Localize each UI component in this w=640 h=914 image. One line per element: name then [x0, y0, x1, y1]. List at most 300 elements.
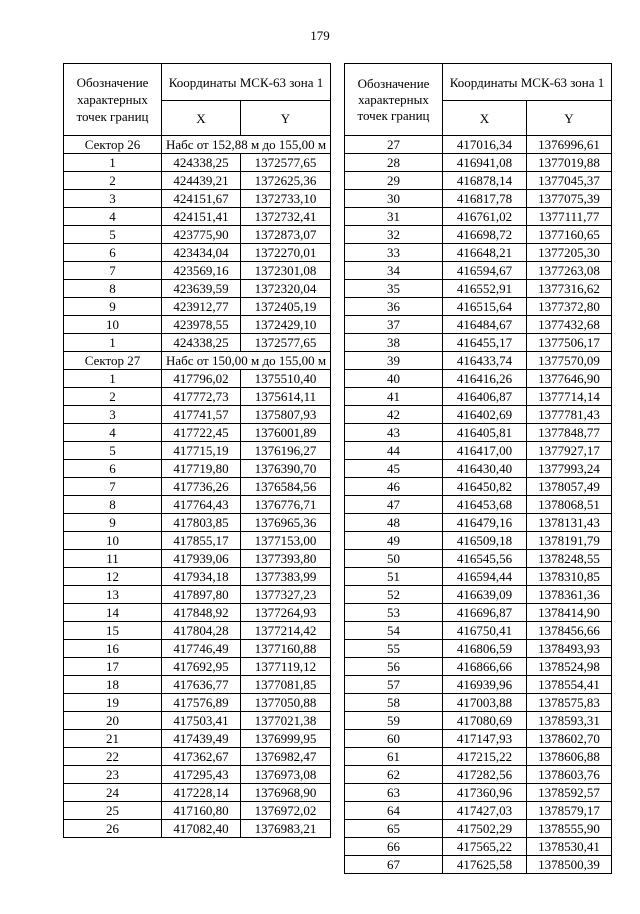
point-number-cell: 1 [64, 334, 162, 352]
x-coordinate-cell: 424338,25 [162, 334, 241, 352]
x-coordinate-cell: 417427,03 [443, 802, 527, 820]
point-number-cell: 34 [345, 262, 443, 280]
y-coordinate-cell: 1377153,00 [241, 532, 331, 550]
table-row [345, 712, 612, 730]
x-coordinate-cell: 417939,06 [162, 550, 241, 568]
point-number-cell: 23 [64, 766, 162, 784]
x-coordinate-cell: 423775,90 [162, 226, 241, 244]
point-number-cell: 37 [345, 316, 443, 334]
y-coordinate-cell: 1378068,51 [527, 496, 612, 514]
x-coordinate-cell: 417764,43 [162, 496, 241, 514]
point-number-cell: 42 [345, 406, 443, 424]
y-coordinate-cell: 1377075,39 [527, 190, 612, 208]
x-coordinate-cell: 423978,55 [162, 316, 241, 334]
table-row [345, 766, 612, 784]
y-coordinate-cell: 1376972,02 [241, 802, 331, 820]
point-number-cell: 43 [345, 424, 443, 442]
y-coordinate-cell: 1377264,93 [241, 604, 331, 622]
table-row [345, 730, 612, 748]
point-number-cell: 52 [345, 586, 443, 604]
y-column-header: Y [241, 101, 331, 136]
point-number-cell: 35 [345, 280, 443, 298]
x-coordinate-cell: 416639,09 [443, 586, 527, 604]
y-coordinate-cell: 1377848,77 [527, 424, 612, 442]
y-coordinate-cell: 1378575,83 [527, 694, 612, 712]
x-coordinate-cell: 416806,59 [443, 640, 527, 658]
y-coordinate-cell: 1375510,40 [241, 370, 331, 388]
y-coordinate-cell: 1377021,38 [241, 712, 331, 730]
x-coordinate-cell: 416450,82 [443, 478, 527, 496]
boundary-point-label-header: Обозначение характерных точек границ [64, 64, 162, 136]
point-number-cell: 19 [64, 694, 162, 712]
sector-26-elevation-note: Набс от 152,88 м до 155,00 м [162, 136, 331, 154]
y-coordinate-cell: 1377111,77 [527, 208, 612, 226]
x-coordinate-cell: 416552,91 [443, 280, 527, 298]
point-number-cell: 66 [345, 838, 443, 856]
table-row [64, 388, 331, 406]
x-coordinate-cell: 416430,40 [443, 460, 527, 478]
table-row [64, 154, 331, 172]
table-row [64, 586, 331, 604]
point-number-cell: 33 [345, 244, 443, 262]
y-coordinate-cell: 1378603,76 [527, 766, 612, 784]
table-row [345, 442, 612, 460]
table-row [64, 784, 331, 802]
table-row [64, 172, 331, 190]
y-coordinate-cell: 1378456,66 [527, 622, 612, 640]
table-row [345, 676, 612, 694]
point-number-cell: 7 [64, 262, 162, 280]
table-row [345, 514, 612, 532]
point-number-cell: 59 [345, 712, 443, 730]
x-coordinate-cell: 417803,85 [162, 514, 241, 532]
x-coordinate-cell: 416866,66 [443, 658, 527, 676]
point-number-cell: 15 [64, 622, 162, 640]
point-number-cell: 65 [345, 820, 443, 838]
x-coordinate-cell: 417502,29 [443, 820, 527, 838]
table-row [345, 640, 612, 658]
table-row [64, 280, 331, 298]
right-coordinates-table [344, 63, 612, 874]
point-number-cell: 54 [345, 622, 443, 640]
y-coordinate-cell: 1378530,41 [527, 838, 612, 856]
point-number-cell: 44 [345, 442, 443, 460]
x-coordinate-cell: 424439,21 [162, 172, 241, 190]
table-row [64, 262, 331, 280]
x-coordinate-cell: 416545,56 [443, 550, 527, 568]
table-row [345, 820, 612, 838]
table-row [345, 478, 612, 496]
table-row [64, 730, 331, 748]
y-coordinate-cell: 1376982,47 [241, 748, 331, 766]
point-number-cell: 62 [345, 766, 443, 784]
point-number-cell: 18 [64, 676, 162, 694]
point-number-cell: 2 [64, 388, 162, 406]
y-coordinate-cell: 1372577,65 [241, 154, 331, 172]
point-number-cell: 31 [345, 208, 443, 226]
x-coordinate-cell: 416941,08 [443, 154, 527, 172]
table-row [345, 838, 612, 856]
x-coordinate-cell: 423569,16 [162, 262, 241, 280]
point-number-cell: 4 [64, 424, 162, 442]
x-coordinate-cell: 416402,69 [443, 406, 527, 424]
y-coordinate-cell: 1378524,98 [527, 658, 612, 676]
table-row [64, 298, 331, 316]
point-number-cell: 30 [345, 190, 443, 208]
boundary-point-label-header: Обозначение характерных точек границ [345, 64, 443, 136]
point-number-cell: 12 [64, 568, 162, 586]
point-number-cell: 1 [64, 154, 162, 172]
point-number-cell: 51 [345, 568, 443, 586]
y-coordinate-cell: 1377160,65 [527, 226, 612, 244]
table-row [345, 568, 612, 586]
point-number-cell: 57 [345, 676, 443, 694]
x-coordinate-cell: 417848,92 [162, 604, 241, 622]
x-coordinate-cell: 416405,81 [443, 424, 527, 442]
point-number-cell: 50 [345, 550, 443, 568]
point-number-cell: 6 [64, 244, 162, 262]
y-coordinate-cell: 1377205,30 [527, 244, 612, 262]
point-number-cell: 47 [345, 496, 443, 514]
y-coordinate-cell: 1372577,65 [241, 334, 331, 352]
x-column-header: X [443, 101, 527, 136]
point-number-cell: 16 [64, 640, 162, 658]
y-coordinate-cell: 1377081,85 [241, 676, 331, 694]
table-row [64, 604, 331, 622]
table-row [345, 748, 612, 766]
y-coordinate-cell: 1376390,70 [241, 460, 331, 478]
x-coordinate-cell: 417295,43 [162, 766, 241, 784]
point-number-cell: 53 [345, 604, 443, 622]
x-coordinate-cell: 416484,67 [443, 316, 527, 334]
table-row [64, 568, 331, 586]
point-number-cell: 8 [64, 496, 162, 514]
y-coordinate-cell: 1376584,56 [241, 478, 331, 496]
y-coordinate-cell: 1377781,43 [527, 406, 612, 424]
table-row [64, 226, 331, 244]
point-number-cell: 17 [64, 658, 162, 676]
table-row [64, 208, 331, 226]
table-row [345, 622, 612, 640]
y-coordinate-cell: 1377050,88 [241, 694, 331, 712]
y-coordinate-cell: 1377160,88 [241, 640, 331, 658]
x-coordinate-cell: 416416,26 [443, 370, 527, 388]
coordinate-system-header: Координаты МСК-63 зона 1 [162, 64, 331, 101]
y-coordinate-cell: 1372732,41 [241, 208, 331, 226]
point-number-cell: 49 [345, 532, 443, 550]
x-coordinate-cell: 416594,44 [443, 568, 527, 586]
x-coordinate-cell: 416406,87 [443, 388, 527, 406]
table-row [345, 424, 612, 442]
point-number-cell: 27 [345, 136, 443, 154]
y-coordinate-cell: 1377993,24 [527, 460, 612, 478]
sector-27-header-row [64, 352, 331, 370]
table-row [64, 532, 331, 550]
x-coordinate-cell: 417160,80 [162, 802, 241, 820]
table-row [64, 370, 331, 388]
y-coordinate-cell: 1378310,85 [527, 568, 612, 586]
header-row [64, 64, 331, 101]
point-number-cell: 22 [64, 748, 162, 766]
y-coordinate-cell: 1377506,17 [527, 334, 612, 352]
x-coordinate-cell: 417576,89 [162, 694, 241, 712]
x-coordinate-cell: 417215,22 [443, 748, 527, 766]
point-number-cell: 28 [345, 154, 443, 172]
point-number-cell: 9 [64, 514, 162, 532]
table-row [345, 370, 612, 388]
table-row [345, 586, 612, 604]
table-row [345, 190, 612, 208]
table-row [345, 352, 612, 370]
y-coordinate-cell: 1372405,19 [241, 298, 331, 316]
point-number-cell: 67 [345, 856, 443, 874]
table-row [345, 856, 612, 874]
y-coordinate-cell: 1375807,93 [241, 406, 331, 424]
x-coordinate-cell: 417772,73 [162, 388, 241, 406]
table-row [345, 226, 612, 244]
y-coordinate-cell: 1378131,43 [527, 514, 612, 532]
x-coordinate-cell: 417147,93 [443, 730, 527, 748]
point-number-cell: 20 [64, 712, 162, 730]
x-coordinate-cell: 416761,02 [443, 208, 527, 226]
table-row [345, 208, 612, 226]
x-coordinate-cell: 416698,72 [443, 226, 527, 244]
y-coordinate-cell: 1377045,37 [527, 172, 612, 190]
y-coordinate-cell: 1372625,36 [241, 172, 331, 190]
y-coordinate-cell: 1372873,07 [241, 226, 331, 244]
table-row [345, 658, 612, 676]
table-row [64, 658, 331, 676]
point-number-cell: 32 [345, 226, 443, 244]
table-row [64, 316, 331, 334]
table-row [64, 820, 331, 838]
point-number-cell: 61 [345, 748, 443, 766]
y-coordinate-cell: 1378191,79 [527, 532, 612, 550]
x-coordinate-cell: 424151,67 [162, 190, 241, 208]
point-number-cell: 48 [345, 514, 443, 532]
point-number-cell: 9 [64, 298, 162, 316]
table-row [345, 298, 612, 316]
point-number-cell: 5 [64, 442, 162, 460]
y-coordinate-cell: 1376196,27 [241, 442, 331, 460]
point-number-cell: 1 [64, 370, 162, 388]
x-coordinate-cell: 417003,88 [443, 694, 527, 712]
y-coordinate-cell: 1378602,70 [527, 730, 612, 748]
table-row [64, 694, 331, 712]
y-coordinate-cell: 1377327,23 [241, 586, 331, 604]
x-coordinate-cell: 417746,49 [162, 640, 241, 658]
table-row [345, 784, 612, 802]
table-row [64, 550, 331, 568]
table-row [345, 262, 612, 280]
y-coordinate-cell: 1376968,90 [241, 784, 331, 802]
point-number-cell: 58 [345, 694, 443, 712]
point-number-cell: 40 [345, 370, 443, 388]
table-row [64, 622, 331, 640]
y-coordinate-cell: 1378057,49 [527, 478, 612, 496]
table-row [64, 514, 331, 532]
x-coordinate-cell: 417719,80 [162, 460, 241, 478]
x-coordinate-cell: 417804,28 [162, 622, 241, 640]
table-row [345, 334, 612, 352]
x-coordinate-cell: 416417,00 [443, 442, 527, 460]
y-coordinate-cell: 1377263,08 [527, 262, 612, 280]
y-coordinate-cell: 1376001,89 [241, 424, 331, 442]
x-column-header: X [162, 101, 241, 136]
table-row [64, 802, 331, 820]
x-coordinate-cell: 417228,14 [162, 784, 241, 802]
y-coordinate-cell: 1372429,10 [241, 316, 331, 334]
x-coordinate-cell: 416515,64 [443, 298, 527, 316]
x-coordinate-cell: 416479,16 [443, 514, 527, 532]
point-number-cell: 25 [64, 802, 162, 820]
x-coordinate-cell: 417715,19 [162, 442, 241, 460]
point-number-cell: 14 [64, 604, 162, 622]
x-coordinate-cell: 417503,41 [162, 712, 241, 730]
point-number-cell: 46 [345, 478, 443, 496]
table-row [64, 244, 331, 262]
y-coordinate-cell: 1377927,17 [527, 442, 612, 460]
point-number-cell: 10 [64, 532, 162, 550]
point-number-cell: 4 [64, 208, 162, 226]
sector-26-header-row [64, 136, 331, 154]
y-coordinate-cell: 1377019,88 [527, 154, 612, 172]
point-number-cell: 11 [64, 550, 162, 568]
x-coordinate-cell: 416696,87 [443, 604, 527, 622]
y-coordinate-cell: 1378592,57 [527, 784, 612, 802]
x-coordinate-cell: 423912,77 [162, 298, 241, 316]
y-coordinate-cell: 1378414,90 [527, 604, 612, 622]
y-column-header: Y [527, 101, 612, 136]
x-coordinate-cell: 416433,74 [443, 352, 527, 370]
coordinate-system-header: Координаты МСК-63 зона 1 [443, 64, 612, 101]
y-coordinate-cell: 1377432,68 [527, 316, 612, 334]
y-coordinate-cell: 1378493,93 [527, 640, 612, 658]
table-row [345, 694, 612, 712]
point-number-cell: 8 [64, 280, 162, 298]
point-number-cell: 3 [64, 190, 162, 208]
table-row [345, 136, 612, 154]
point-number-cell: 2 [64, 172, 162, 190]
y-coordinate-cell: 1372270,01 [241, 244, 331, 262]
point-number-cell: 36 [345, 298, 443, 316]
table-row [345, 550, 612, 568]
point-number-cell: 38 [345, 334, 443, 352]
table-row [64, 334, 331, 352]
table-row [345, 154, 612, 172]
point-number-cell: 64 [345, 802, 443, 820]
point-number-cell: 29 [345, 172, 443, 190]
y-coordinate-cell: 1378554,41 [527, 676, 612, 694]
table-row [64, 712, 331, 730]
point-number-cell: 3 [64, 406, 162, 424]
point-number-cell: 5 [64, 226, 162, 244]
table-row [345, 172, 612, 190]
header-row [345, 64, 612, 101]
y-coordinate-cell: 1378361,36 [527, 586, 612, 604]
table-row [345, 280, 612, 298]
x-coordinate-cell: 416750,41 [443, 622, 527, 640]
table-row [64, 748, 331, 766]
x-coordinate-cell: 417897,80 [162, 586, 241, 604]
point-number-cell: 63 [345, 784, 443, 802]
x-coordinate-cell: 416878,14 [443, 172, 527, 190]
x-coordinate-cell: 416453,68 [443, 496, 527, 514]
y-coordinate-cell: 1377383,99 [241, 568, 331, 586]
point-number-cell: 41 [345, 388, 443, 406]
table-row [345, 532, 612, 550]
y-coordinate-cell: 1377714,14 [527, 388, 612, 406]
table-row [345, 406, 612, 424]
point-number-cell: 6 [64, 460, 162, 478]
left-coordinates-table [63, 63, 331, 838]
y-coordinate-cell: 1377570,09 [527, 352, 612, 370]
x-coordinate-cell: 423639,59 [162, 280, 241, 298]
point-number-cell: 21 [64, 730, 162, 748]
x-coordinate-cell: 424151,41 [162, 208, 241, 226]
table-row [345, 460, 612, 478]
table-row [64, 640, 331, 658]
x-coordinate-cell: 417362,67 [162, 748, 241, 766]
point-number-cell: 10 [64, 316, 162, 334]
y-coordinate-cell: 1375614,11 [241, 388, 331, 406]
x-coordinate-cell: 417855,17 [162, 532, 241, 550]
x-coordinate-cell: 424338,25 [162, 154, 241, 172]
sector-27-elevation-note: Набс от 150,00 м до 155,00 м [162, 352, 331, 370]
y-coordinate-cell: 1376776,71 [241, 496, 331, 514]
y-coordinate-cell: 1372301,08 [241, 262, 331, 280]
table-row [64, 766, 331, 784]
point-number-cell: 55 [345, 640, 443, 658]
table-row [345, 604, 612, 622]
x-coordinate-cell: 416455,17 [443, 334, 527, 352]
point-number-cell: 45 [345, 460, 443, 478]
y-coordinate-cell: 1377646,90 [527, 370, 612, 388]
y-coordinate-cell: 1378606,88 [527, 748, 612, 766]
table-row [64, 424, 331, 442]
x-coordinate-cell: 417741,57 [162, 406, 241, 424]
page-number: 179 [310, 28, 330, 43]
table-row [64, 190, 331, 208]
table-row [345, 388, 612, 406]
x-coordinate-cell: 417439,49 [162, 730, 241, 748]
y-coordinate-cell: 1376965,36 [241, 514, 331, 532]
x-coordinate-cell: 416594,67 [443, 262, 527, 280]
x-coordinate-cell: 417722,45 [162, 424, 241, 442]
x-coordinate-cell: 416509,18 [443, 532, 527, 550]
y-coordinate-cell: 1378500,39 [527, 856, 612, 874]
point-number-cell: 26 [64, 820, 162, 838]
y-coordinate-cell: 1376973,08 [241, 766, 331, 784]
point-number-cell: 7 [64, 478, 162, 496]
y-coordinate-cell: 1378555,90 [527, 820, 612, 838]
x-coordinate-cell: 416817,78 [443, 190, 527, 208]
sector-27-label: Сектор 27 [64, 352, 162, 370]
table-row [345, 316, 612, 334]
x-coordinate-cell: 417625,58 [443, 856, 527, 874]
x-coordinate-cell: 417016,34 [443, 136, 527, 154]
sector-26-label: Сектор 26 [64, 136, 162, 154]
table-row [64, 496, 331, 514]
table-row [345, 496, 612, 514]
x-coordinate-cell: 423434,04 [162, 244, 241, 262]
x-coordinate-cell: 417082,40 [162, 820, 241, 838]
y-coordinate-cell: 1377393,80 [241, 550, 331, 568]
y-coordinate-cell: 1377372,80 [527, 298, 612, 316]
x-coordinate-cell: 417934,18 [162, 568, 241, 586]
x-coordinate-cell: 417796,02 [162, 370, 241, 388]
table-row [345, 802, 612, 820]
